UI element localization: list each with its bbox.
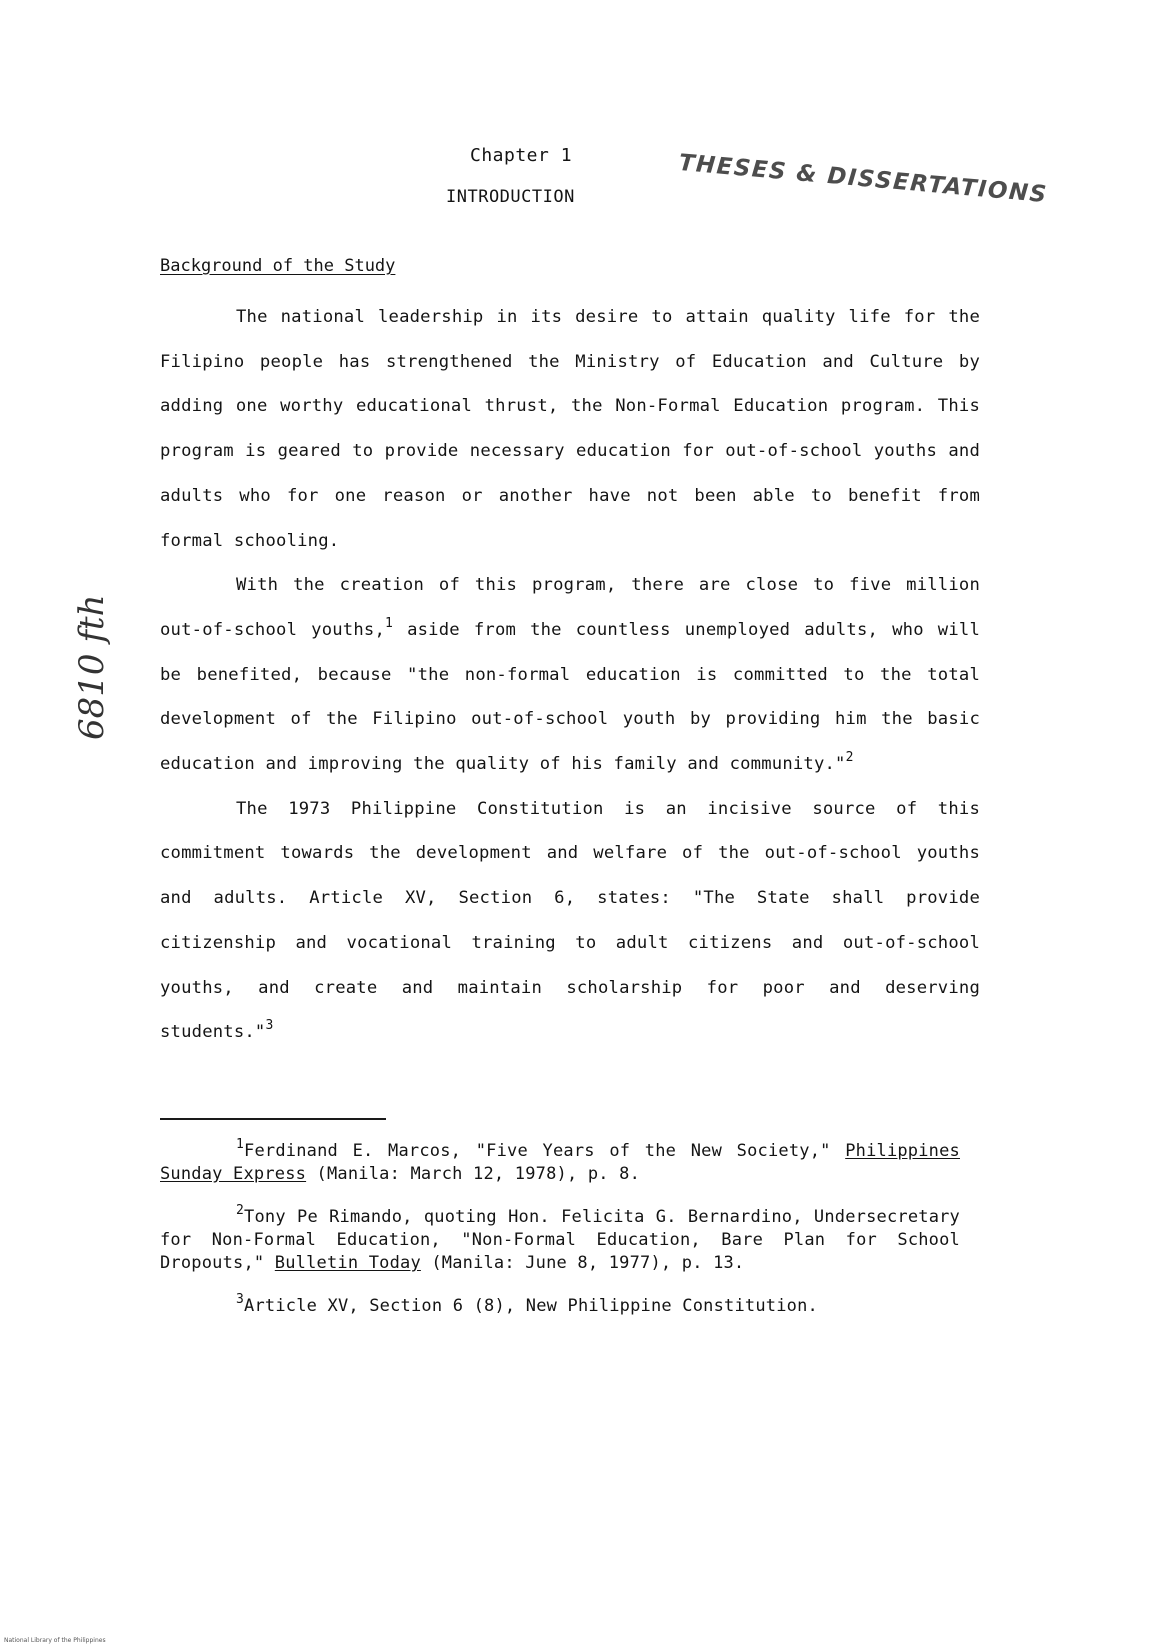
paragraph-3 xyxy=(160,787,980,1055)
body-text xyxy=(160,295,980,1055)
paragraph-2-part-b: aside from the countless unemployed adults, who will be benefited, because "the non-formal education is committed to the total development of the Filipino out-of-school youth by providing him the basic education and improving the quality of his family and community." xyxy=(160,619,980,775)
footnotes xyxy=(160,1137,960,1338)
chapter-title: INTRODUCTION xyxy=(446,187,575,207)
footnote-citation: (Manila: June 8, 1977), p. 13. xyxy=(420,1253,745,1273)
footnote-number: 3 xyxy=(236,1292,245,1308)
footnote-number: 1 xyxy=(236,1137,245,1153)
library-footer: National Library of the Philippines xyxy=(4,1637,106,1644)
footnote-text: Ferdinand E. Marcos, "Five Years of the New Society," xyxy=(244,1141,846,1161)
footnote-1 xyxy=(160,1137,960,1186)
footnote-text: Tony Pe Rimando, quoting Hon. Felicita G. Bernardino, Undersecretary for Non-Formal Education, "Non-Formal Education, Bare Plan for School Dropouts," xyxy=(160,1207,960,1273)
paragraph-3-text: The 1973 Philippine Constitution is an incisive source of this commitment towards the development and welfare of the out-of-school youths and adults. Article XV, Section 6, states: "The State shall provide citizenship and vocational training to adult citizens and out-of-school youths, and create and maintain scholarship for poor and deserving students." xyxy=(160,798,980,1043)
footnote-2 xyxy=(160,1203,960,1275)
footnote-3 xyxy=(160,1292,960,1318)
footnote-number: 2 xyxy=(236,1203,245,1219)
footnote-citation: (Manila: March 12, 1978), p. 8. xyxy=(306,1164,641,1184)
footnote-ref-1: 1 xyxy=(385,616,394,632)
paragraph-2 xyxy=(160,563,980,787)
footnote-publication: Philippines Sunday Express xyxy=(160,1141,960,1184)
paragraph-2-part-a: With the creation of this program, there are close to five million out-of-school youths, xyxy=(160,575,980,640)
footnote-ref-3: 3 xyxy=(265,1018,274,1034)
handwritten-margin-note: 6810 fth xyxy=(72,594,112,740)
theses-dissertations-stamp: THESES & DISSERTATIONS xyxy=(677,150,1049,209)
footnote-text: Article XV, Section 6 (8), New Philippine Constitution. xyxy=(244,1296,818,1316)
footnote-ref-2: 2 xyxy=(845,750,854,766)
chapter-label: Chapter 1 xyxy=(470,145,573,166)
paragraph-1: The national leadership in its desire to attain quality life for the Filipino people has strengthened the Ministry of Education and Culture by adding one worthy educational thrust, the Non-Formal Education program. This program is geared to provide necessary education for out-of-school youths and adults who for one reason or another have not been able to benefit from formal schooling. xyxy=(160,307,980,551)
footnote-publication: Bulletin Today xyxy=(274,1253,421,1273)
section-heading: Background of the Study xyxy=(160,256,396,276)
footnote-separator xyxy=(160,1118,386,1120)
